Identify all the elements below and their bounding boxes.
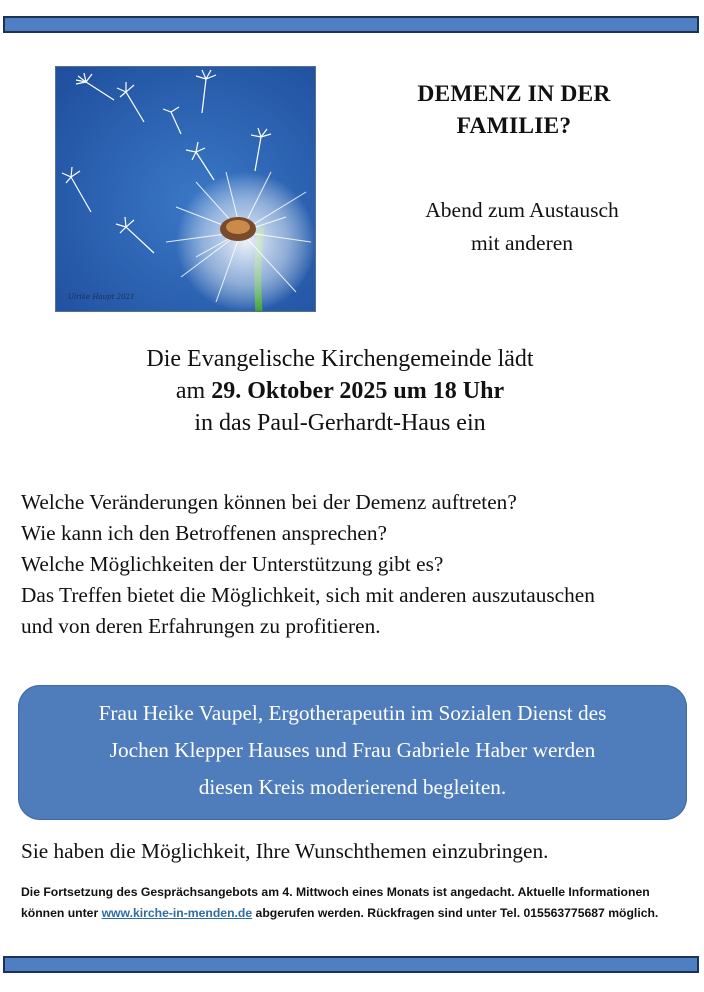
footnote-line: [21, 903, 701, 924]
invitation-date-line: [80, 375, 600, 407]
questions-list: [21, 487, 691, 642]
footnote: [21, 882, 701, 924]
title-line: DEMENZ IN DER: [417, 81, 611, 107]
footnote-line: Die Fortsetzung des Gesprächsangebots am 4. Mittwoch eines Monats ist angedacht. Aktuelle Informationen: [21, 885, 650, 899]
question-line: und von deren Erfahrungen zu profitieren.: [21, 614, 381, 638]
question-line: Das Treffen bietet die Möglichkeit, sich mit anderen auszutauschen: [21, 583, 595, 607]
subtitle-line: mit anderen: [470, 231, 574, 255]
title-line: FAMILIE?: [456, 113, 572, 139]
invitation-date-prefix: am: [175, 378, 212, 404]
question-line: Welche Möglichkeiten der Unterstützung gibt es?: [21, 552, 444, 576]
event-date: 29. Oktober 2025 um 18 Uhr: [211, 378, 505, 404]
moderators-line: diesen Kreis moderierend begleiten.: [198, 775, 507, 799]
question-line: Wie kann ich den Betroffenen ansprechen?: [21, 521, 387, 545]
painting-signature: Ulrike Haupt 2021: [68, 293, 135, 301]
dandelion-painting: [55, 66, 316, 312]
footnote-text: können unter: [21, 906, 102, 920]
invitation: [80, 343, 600, 439]
subtitle-line: Abend zum Austausch: [425, 198, 619, 222]
invitation-line: Die Evangelische Kirchengemeinde lädt: [146, 346, 534, 372]
moderators-line: Frau Heike Vaupel, Ergotherapeutin im Sozialen Dienst des: [98, 701, 607, 725]
top-decorative-bar: [3, 16, 699, 33]
website-link[interactable]: www.kirche-in-menden.de: [101, 906, 253, 920]
question-line: Welche Veränderungen können bei der Demenz auftreten?: [21, 490, 517, 514]
page-title: [388, 78, 640, 142]
moderators-line: Jochen Klepper Hauses und Frau Gabriele Haber werden: [109, 738, 596, 762]
subtitle: [388, 194, 656, 260]
bottom-decorative-bar: [3, 956, 699, 973]
footnote-text: abgerufen werden. Rückfragen sind unter Tel. 015563775687 möglich.: [252, 906, 659, 920]
invitation-line: in das Paul-Gerhardt-Haus ein: [194, 410, 486, 436]
moderators-box: [18, 685, 687, 820]
wishes-text: Sie haben die Möglichkeit, Ihre Wunschthemen einzubringen.: [21, 839, 549, 863]
